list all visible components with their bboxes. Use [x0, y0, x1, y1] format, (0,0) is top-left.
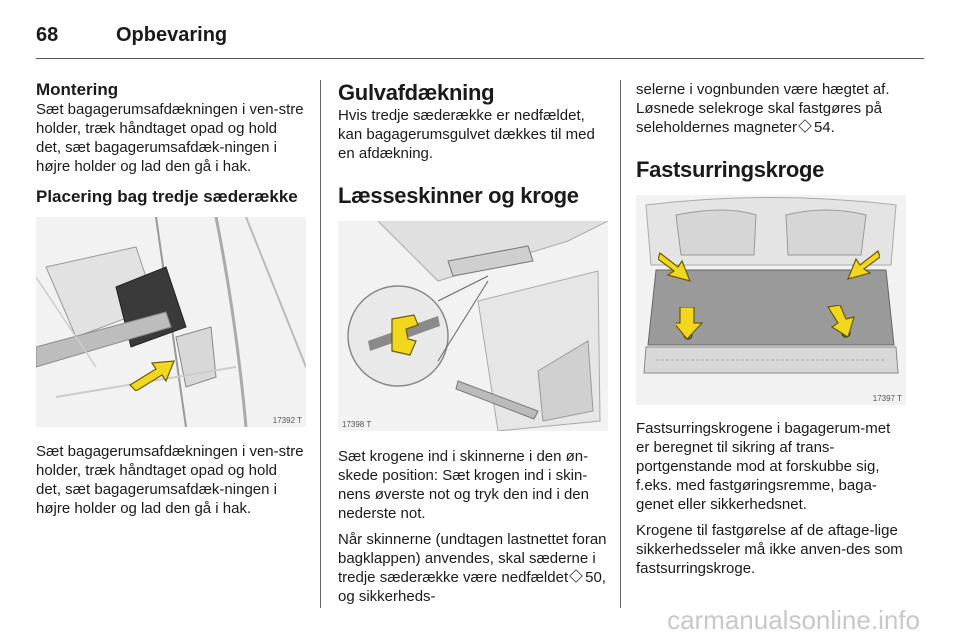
paragraph-bottom: Sæt bagagerumsafdækningen i ven-stre holder, træk håndtaget opad og hold det, sæt bagagerumsafdæk-ningen i højre holder og lad den gå i hak. — [36, 443, 304, 517]
page-title: Opbevaring — [116, 23, 228, 46]
column-2 — [338, 80, 608, 606]
header-rule — [36, 58, 924, 59]
arrow-icon — [676, 307, 706, 339]
page-number: 68 — [36, 23, 59, 46]
figure-lashing-eyes — [636, 195, 906, 405]
column-3 — [636, 80, 906, 578]
arrow-icon — [826, 305, 856, 337]
column-divider — [620, 80, 621, 608]
arrow-icon — [128, 355, 178, 391]
arrow-icon — [658, 249, 692, 283]
paragraph-lashing-2: Krogene til fastgørelse af de aftage-lige sikkerhedsseler må ikke anven-des som fastsurringskroge. — [636, 522, 903, 577]
paragraph-rails-text: Når skinnerne (undtagen lastnettet foran bagklappen) anvendes, skal sæderne i tredje sæderække være nedfældet — [338, 531, 607, 586]
page-reference-icon — [569, 569, 583, 583]
paragraph-floor-cover: Hvis tredje sæderække er nedfældet, kan bagagerumsgulvet dækkes til med en afdækning. — [338, 107, 595, 162]
page-reference-icon — [798, 119, 812, 133]
paragraph-lashing-1: Fastsurringskrogene i bagagerum-met er beregnet til sikring af trans-portgenstande mod at forskubbe sig, f.eks. med fastgøringsremme, baga-genet eller sikkerhedsnet. — [636, 420, 891, 513]
paragraph-continued — [636, 80, 906, 137]
column-1 — [36, 80, 306, 518]
heading-mount: Montering — [36, 80, 119, 99]
cargo-cover-holder-illustration — [36, 217, 306, 427]
paragraph-rails — [338, 530, 608, 606]
paragraph-continued-text: selerne i vognbunden være hægtet af. Løsnede selekroge skal fastgøres på seleholdernes magneter — [636, 81, 890, 136]
heading-placement: Placering bag tredje sæderække — [36, 187, 298, 206]
paragraph-hooks: Sæt krogene ind i skinnerne i den øn-skede position: Sæt krogen ind i skin-nens øverste not og tryk den ind i den nederste not. — [338, 448, 589, 522]
hook-icon — [384, 313, 424, 357]
heading-rails-hooks: Læsseskinner og kroge — [338, 183, 579, 208]
heading-lashing-eyes: Fastsurringskroge — [636, 157, 825, 182]
page-header — [36, 20, 227, 50]
paragraph-continued-ref: 54. — [813, 119, 835, 136]
rails-hooks-illustration — [338, 221, 608, 431]
figure-code: 17398 T — [342, 420, 372, 429]
paragraph-mount: Sæt bagagerumsafdækningen i ven-stre holder, træk håndtaget opad og hold det, sæt bagagerumsafdæk-ningen i højre holder og lad den gå i hak. — [36, 101, 304, 175]
heading-floor-cover: Gulvafdækning — [338, 80, 495, 105]
column-divider — [320, 80, 321, 608]
figure-rails-hooks — [338, 221, 608, 431]
figure-code: 17397 T — [872, 394, 902, 403]
figure-cargo-cover-holder — [36, 217, 306, 427]
watermark[interactable]: carmanualsonline.info — [667, 605, 920, 635]
lashing-eyes-illustration — [636, 195, 906, 405]
figure-code: 17392 T — [272, 416, 302, 425]
paragraph-rails-ref: 50, og sikkerheds- — [338, 569, 606, 605]
arrow-icon — [846, 247, 880, 281]
